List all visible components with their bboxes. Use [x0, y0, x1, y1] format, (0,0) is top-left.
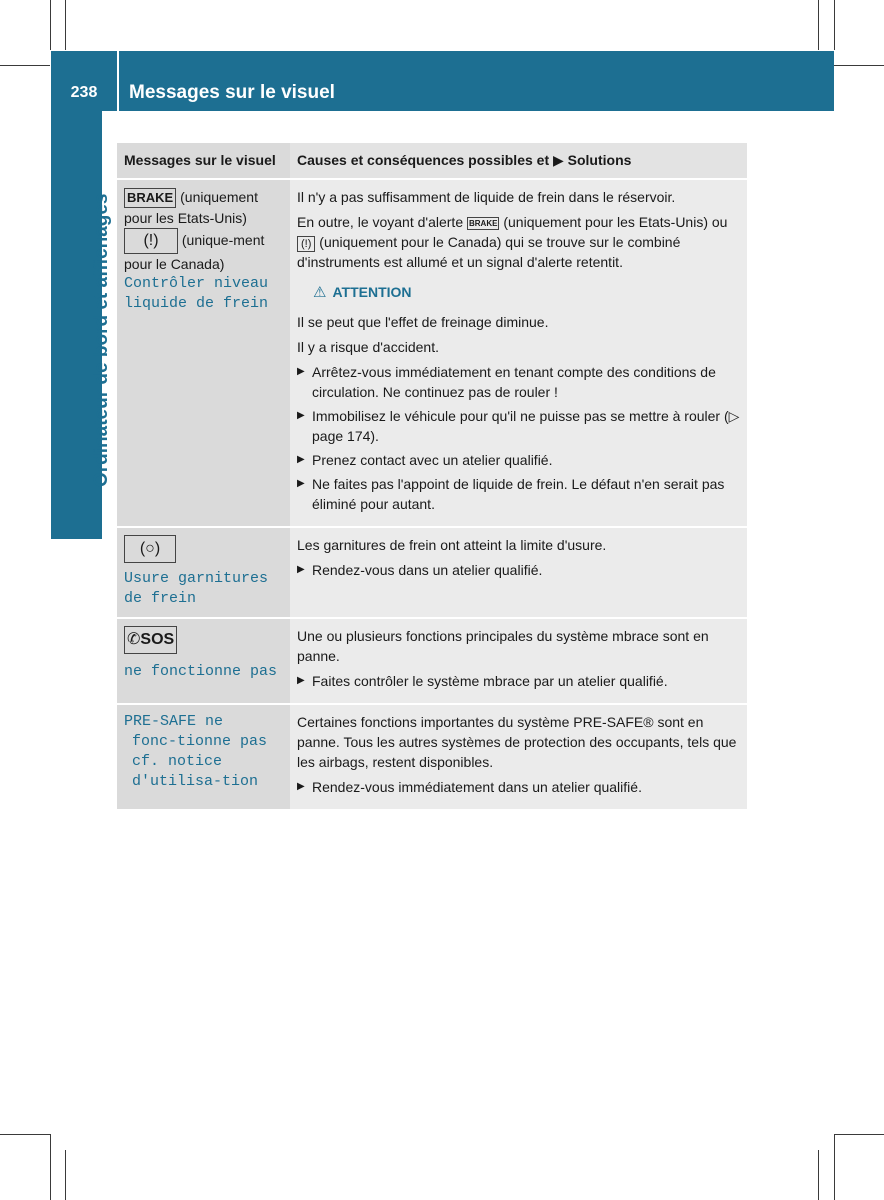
crop-mark: [818, 0, 819, 50]
crop-mark: [834, 1134, 884, 1135]
cause-text: Une ou plusieurs fonctions principales du système mbrace sont en panne.: [297, 628, 709, 664]
header-separator: [117, 51, 119, 111]
crop-mark: [0, 65, 50, 66]
cause-text: Les garnitures de frein ont atteint la limite d'usure.: [297, 537, 607, 553]
solution-item: ▶ Rendez-vous dans un atelier qualifié.: [297, 560, 741, 580]
usa-only-text: (uniquement pour les Etats-Unis): [124, 189, 258, 226]
causes-cell: [290, 619, 747, 703]
parking-brake-warning-icon: (!): [124, 228, 178, 254]
crop-mark: [50, 1134, 51, 1200]
cause-text: En outre, le voyant d'alerte BRAKE (uniquement pour les Etats-Unis) ou (!) (uniquement pour le Canada) qui se trouve sur le combiné d'instruments est allumé et un signal d'alerte retentit.: [297, 214, 728, 270]
table-row: [117, 619, 747, 705]
table-row: [117, 528, 747, 619]
crop-mark: [834, 0, 835, 50]
sos-phone-icon: ✆SOS: [124, 626, 177, 654]
messages-table: [117, 143, 747, 809]
causes-cell: [290, 705, 747, 809]
display-message: PRE-SAFE ne fonc-tionne pas cf. notice d'utilisa-tion: [124, 713, 268, 790]
display-message: Usure garnitures de frein: [124, 570, 269, 607]
solution-item: ▶ Immobilisez le véhicule pour qu'il ne puisse pas se mettre à rouler (▷ page 174).: [297, 406, 741, 446]
chapter-title: Ordinateur de bord et affichages: [91, 193, 112, 487]
brake-icon: BRAKE: [124, 188, 176, 208]
message-cell: [117, 528, 290, 617]
message-cell: [117, 705, 290, 809]
message-cell: [117, 619, 290, 703]
warning-text: Il y a risque d'accident.: [297, 339, 439, 355]
attention-heading: ⚠ ATTENTION: [313, 284, 412, 301]
brake-pad-wear-icon: (○): [124, 535, 176, 563]
page-number: 238: [70, 84, 98, 101]
table-row: [117, 705, 747, 809]
solution-item: ▶ Faites contrôler le système mbrace par un atelier qualifié.: [297, 671, 741, 691]
solution-item: ▶ Prenez contact avec un atelier qualifié.: [297, 450, 741, 470]
crop-mark: [818, 1150, 819, 1200]
causes-cell: [290, 180, 747, 526]
warning-text: Il se peut que l'effet de freinage diminue.: [297, 314, 549, 330]
crop-mark: [834, 1134, 835, 1200]
canada-only-text: (unique-ment pour le Canada): [124, 232, 265, 272]
display-message: ne fonctionne pas: [124, 663, 278, 680]
table-header-row: [117, 143, 747, 180]
crop-mark: [65, 1150, 66, 1200]
crop-mark: [0, 1134, 50, 1135]
solution-item: ▶ Arrêtez-vous immédiatement en tenant compte des conditions de circulation. Ne continuez pas de rouler !: [297, 362, 741, 402]
col-header-causes: Causes et conséquences possibles et ▶ Solutions: [290, 143, 747, 178]
crop-mark: [834, 65, 884, 66]
crop-mark: [50, 0, 51, 50]
cause-text: Il n'y a pas suffisamment de liquide de frein dans le réservoir.: [297, 189, 676, 205]
causes-cell: [290, 528, 747, 617]
message-cell: [117, 180, 290, 526]
cause-text: Certaines fonctions importantes du système PRE-SAFE® sont en panne. Tous les autres systèmes de protection des occupants, tels que les airbags, restent disponibles.: [297, 714, 737, 770]
brake-icon: BRAKE: [469, 219, 498, 228]
solution-item: ▶ Rendez-vous immédiatement dans un atelier qualifié.: [297, 777, 741, 797]
warning-triangle-icon: ⚠: [313, 284, 327, 301]
solution-item: ▶ Ne faites pas l'appoint de liquide de frein. Le défaut n'en serait pas éliminé pour autant.: [297, 474, 741, 514]
crop-mark: [65, 0, 66, 50]
col-header-messages: Messages sur le visuel: [117, 143, 290, 178]
display-message: Contrôler niveau liquide de frein: [124, 275, 269, 312]
parking-brake-warning-icon: (!): [297, 236, 315, 252]
page-title: Messages sur le visuel: [129, 82, 335, 103]
table-row: [117, 180, 747, 528]
